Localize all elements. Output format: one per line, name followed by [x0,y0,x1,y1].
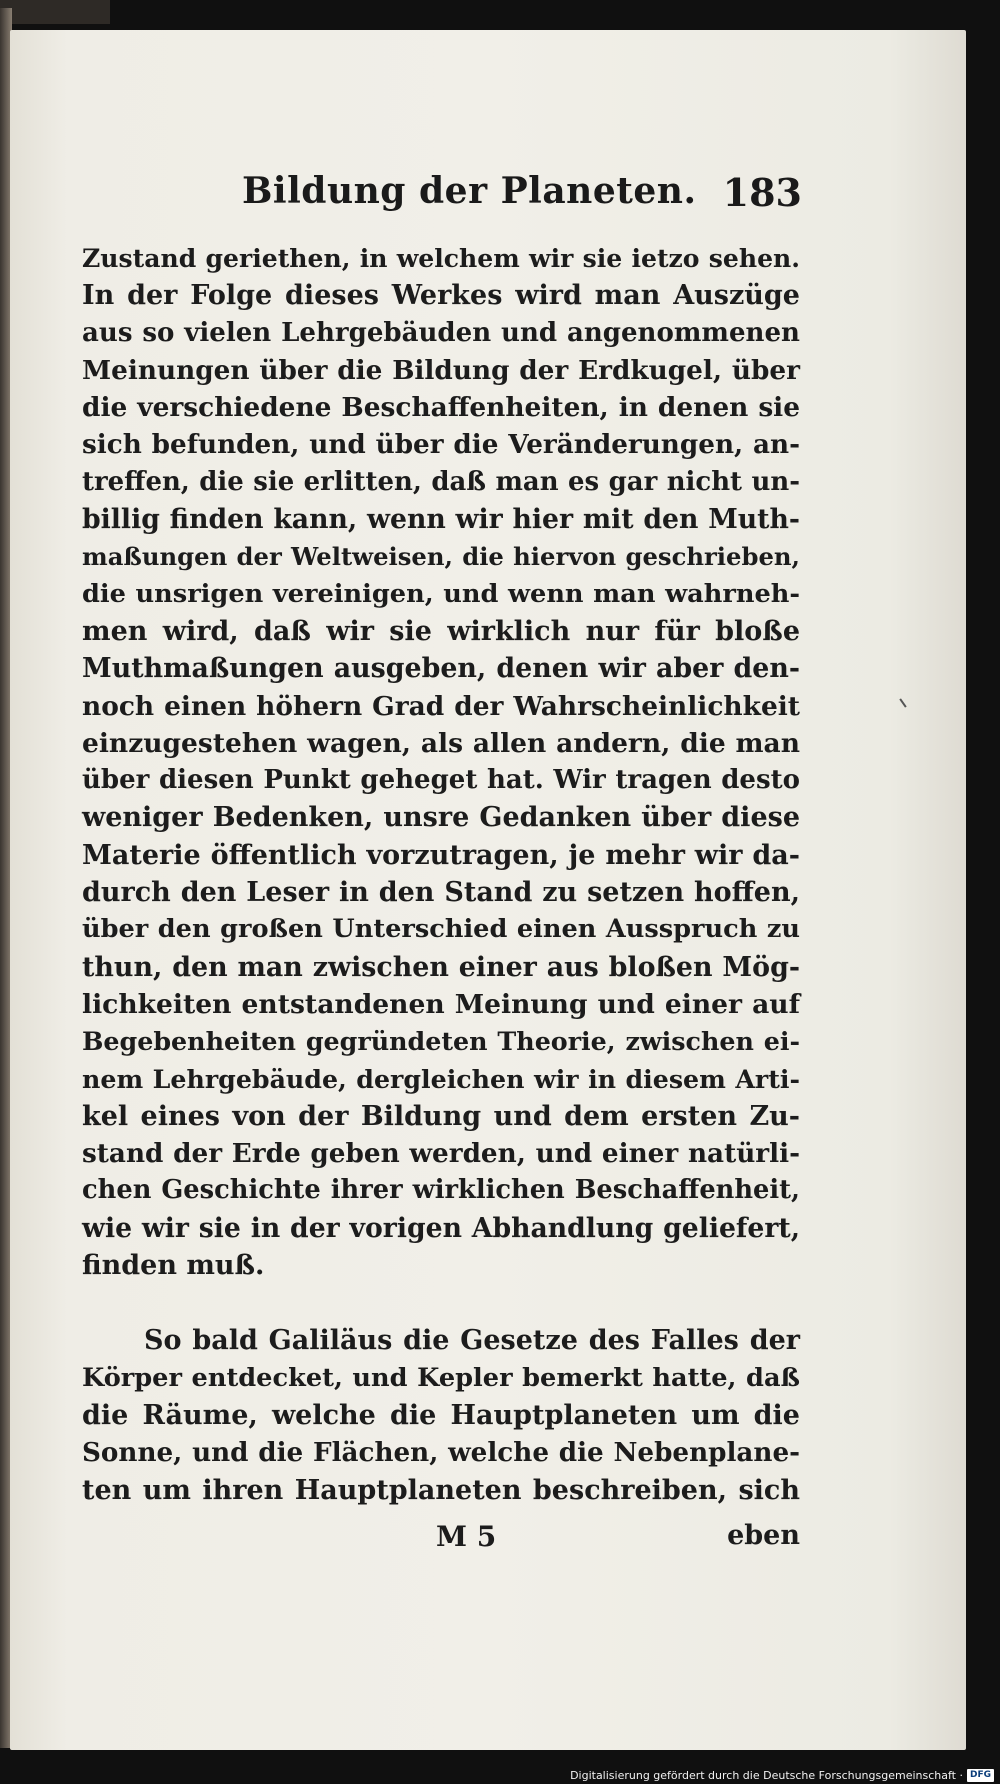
text-line: In der Folge dieses Werkes wird man Auszüge [82,280,800,312]
text-line: die verschiedene Beschaffenheiten, in denen sie [82,392,800,424]
text-line: finden muß. [82,1250,265,1282]
text-line: die Räume, welche die Hauptplaneten um die [82,1399,800,1431]
text-line: chen Geschichte ihrer wirklichen Beschaffenheit, [82,1175,800,1206]
text-line: die unsrigen vereinigen, und wenn man wahrneh- [82,578,800,609]
scan-corner-shadow [0,0,110,24]
text-line: Begebenheiten gegründeten Theorie, zwischen ei- [82,1026,800,1057]
page-footer [82,1520,800,1564]
text-line: Meinungen über die Bildung der Erdkugel, über [82,354,800,386]
text-line: wie wir sie in der vorigen Abhandlung geliefert, [82,1212,800,1244]
text-line: maßungen der Weltweisen, die hiervon geschrieben, [82,542,800,572]
text-line: nem Lehrgebäude, dergleichen wir in diesem Arti- [82,1063,800,1094]
text-line: billig finden kann, wenn wir hier mit den Muth- [82,504,800,536]
text-line: Zustand geriethen, in welchem wir sie ietzo sehen. [82,243,800,273]
text-line: treffen, die sie erlitten, daß man es gar nicht un- [82,466,800,497]
text-line: thun, den man zwischen einer aus bloßen Mög- [82,951,800,983]
catchword: eben [727,1520,800,1551]
paragraph-1 [82,240,800,1284]
text-line: weniger Bedenken, unsre Gedanken über diese [82,802,800,834]
text-line: Materie öffentlich vorzutragen, je mehr wir da- [82,839,800,871]
text-line: Sonne, und die Flächen, welche die Nebenplane- [82,1437,800,1469]
text-line: noch einen höhern Grad der Wahrscheinlichkeit [82,690,800,722]
text-line: ten um ihren Hauptplaneten beschreiben, sich [82,1474,800,1506]
text-line: über den großen Unterschied einen Ausspruch zu [82,914,800,945]
text-line: aus so vielen Lehrgebäuden und angenommenen [82,317,800,348]
running-title: Bildung der Planeten. [242,170,697,212]
paragraph-2 [82,1322,800,1508]
credit-text: Digitalisierung gefördert durch die Deutsche Forschungsgemeinschaft · [570,1769,963,1782]
body-text [82,240,800,1509]
text-line: durch den Leser in den Stand zu setzen hoffen, [82,877,800,909]
text-line: sich befunden, und über die Veränderungen, an- [82,429,800,461]
dfg-logo-icon: DFG [967,1769,994,1782]
text-line: lichkeiten entstandenen Meinung und einer auf [82,988,800,1020]
digitization-credit [570,1769,994,1782]
text-line: kel eines von der Bildung und dem ersten Zu- [82,1100,800,1132]
text-line: So bald Galiläus die Gesetze des Falles der [144,1325,800,1357]
signature-mark: M 5 [436,1520,497,1553]
running-header [242,170,802,230]
text-line: über diesen Punkt geheget hat. Wir tragen desto [82,765,800,796]
page-number: 183 [722,170,802,215]
text-line: stand der Erde geben werden, und einer natürli- [82,1138,800,1170]
ink-speck [899,698,906,707]
book-page [10,30,966,1750]
text-line: Körper entdecket, und Kepler bemerkt hatte, daß [82,1362,800,1393]
text-line: Muthmaßungen ausgeben, denen wir aber den- [82,653,800,685]
text-line: einzugestehen wagen, als allen andern, die man [82,727,800,759]
paragraph-spacer [82,1284,800,1322]
text-line: men wird, daß wir sie wirklich nur für bloße [82,615,800,647]
